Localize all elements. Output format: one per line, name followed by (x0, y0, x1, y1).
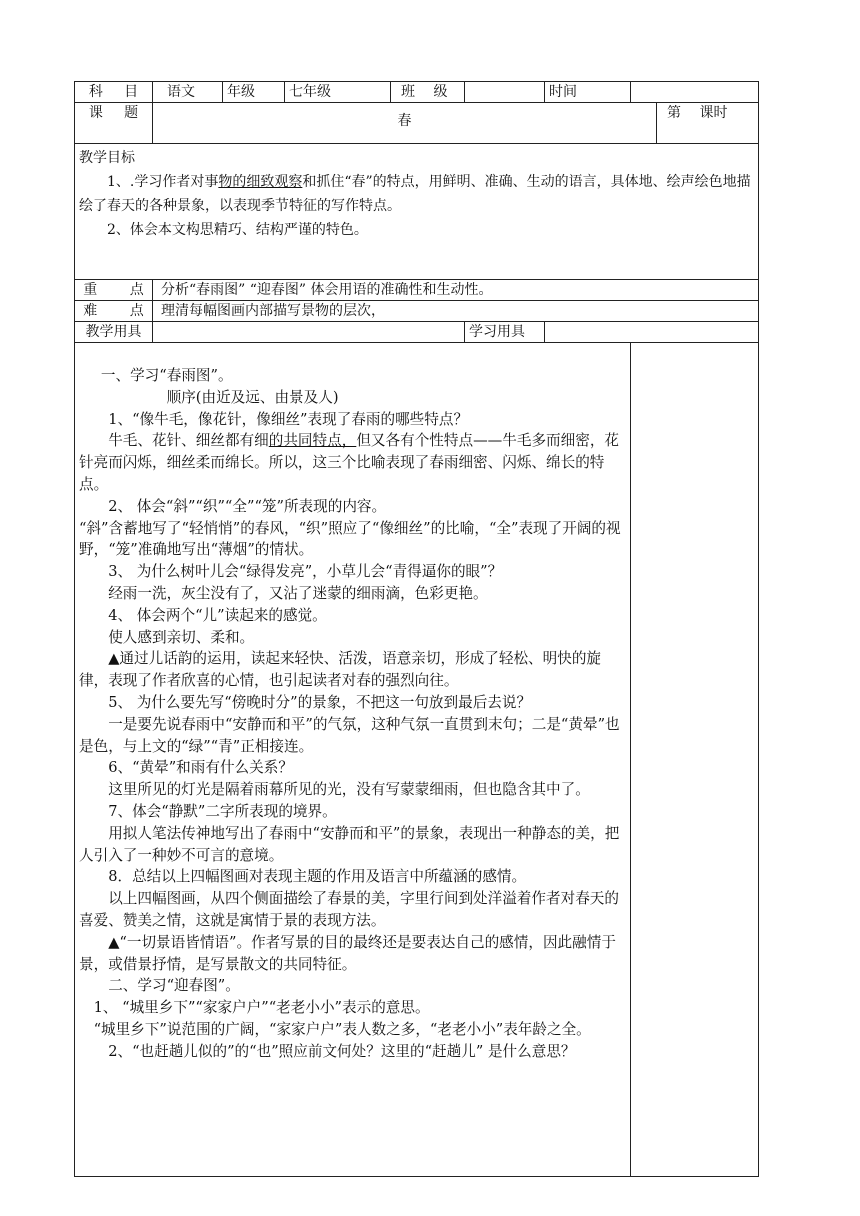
answer-1-underlined: 的共同特点， (268, 432, 357, 450)
question-2-1: 1、 “城里乡下”“家家户户”“老老小小”表示的意思。 (93, 999, 430, 1017)
order-note: 顺序(由近及远、由景及人) (166, 388, 339, 406)
goals-cell (75, 144, 759, 280)
lesson-plan-table (74, 81, 759, 1177)
learning-tools-label: 学习用具 (465, 322, 545, 343)
subject-value: 语文 (153, 82, 223, 103)
learning-tools-value (545, 322, 759, 343)
goal-1-part-a: 1、.学习作者对事 (107, 174, 219, 190)
section-2-heading: 二、学习“迎春图”。 (108, 977, 240, 995)
topic-row (75, 103, 759, 144)
lesson-plan-sheet (74, 81, 758, 1177)
goal-1-part-c: 和抓住“春”的特点，用鲜明、准确、生动的语言，具体地、绘声绘色地描绘了春天的各种景象，以表现季节特征的写作特点。 (79, 174, 751, 214)
difficulty-label: 难 点 (75, 301, 153, 322)
key-points-label: 重 点 (75, 280, 153, 301)
key-points-row (75, 280, 759, 301)
difficulty-row (75, 301, 759, 322)
difficulty-value: 理清每幅图画内部描写景物的层次， (153, 301, 759, 322)
content-row (75, 343, 759, 1177)
period-label: 第 课时 (657, 103, 759, 144)
question-2-2: 2、“也赶趟儿似的”的“也”照应前文何处？这里的“赶趟儿” 是什么意思？ (108, 1042, 576, 1060)
teaching-tools-value (153, 322, 465, 343)
note-4: ▲通过儿话韵的运用，读起来轻快、活泼，语意亲切，形成了轻松、明快的旋律，表现了作者欣喜的心情，也引起读者对春的强烈向往。 (79, 650, 602, 690)
note-8: ▲“一切景语皆情语”。作者写景的目的最终还是要表达自己的感情，因此融情于景，或借景抒情，是写景散文的共同特征。 (79, 933, 616, 973)
answer-6: 这里所见的灯光是隔着雨幕所见的光，没有写蒙蒙细雨，但也隐含其中了。 (108, 781, 590, 799)
question-6: 6、“黄晕”和雨有什么关系？ (108, 759, 293, 777)
time-label: 时间 (545, 82, 631, 103)
goal-1 (79, 170, 754, 218)
topic-label: 课 题 (75, 103, 153, 144)
answer-3: 经雨一洗，灰尘没有了，又沾了迷蒙的细雨滴，色彩更艳。 (108, 584, 488, 602)
question-3: 3、 为什么树叶儿会“绿得发亮”，小草儿会“青得逼你的眼”？ (108, 563, 503, 581)
answer-7: 用拟人笔法传神地写出了春雨中“安静而和平”的景象，表现出一种静态的美，把人引入了一种妙不可言的意境。 (79, 824, 620, 864)
topic-value: 春 (153, 103, 657, 144)
answer-8: 以上四幅图画，从四个侧面描绘了春景的美，字里行间到处洋溢着作者对春天的喜爱、赞美之情，这就是寓情于景的表现方法。 (79, 890, 619, 929)
header-row (75, 82, 759, 103)
class-label: 班 级 (391, 82, 465, 103)
question-7: 7、体会“静默”二字所表现的境界。 (108, 802, 337, 820)
grade-label: 年级 (223, 82, 285, 103)
question-8: 8．总结以上四幅图画对表现主题的作用及语言中所蕴涵的感情。 (108, 868, 527, 886)
grade-value: 七年级 (285, 82, 391, 103)
answer-1-part-c: 但又各有个性特点——牛毛多而细密，花针亮而闪烁，细丝柔而绵长。所以，这三个比喻表现了春雨细密、闪烁、绵长的特点。 (79, 432, 620, 493)
question-5: 5、 为什么要先写“傍晚时分”的景象，不把这一句放到最后去说？ (108, 693, 532, 711)
class-value (465, 82, 545, 103)
subject-label: 科 目 (75, 82, 153, 103)
tools-row (75, 322, 759, 343)
section-1-heading: 一、学习“春雨图”。 (100, 367, 233, 384)
answer-2-1: “城里乡下”说范围的广阔，“家家户户”表人数之多，“老老小小”表年龄之全。 (93, 1020, 591, 1038)
goal-2: 2、体会本文构思精巧、结构严谨的特色。 (107, 222, 368, 238)
question-2: 2、 体会“斜”“织”“全”“笼”所表现的内容。 (108, 497, 387, 515)
teaching-tools-label: 教学用具 (75, 322, 153, 343)
notes-column (631, 343, 759, 1177)
answer-5: 一是要先说春雨中“安静而和平”的气氛，这种气氛一直贯到末句；二是“黄晕”也是色，与上文的“绿”“青”正相接连。 (79, 715, 620, 755)
goals-label: 教学目标 (79, 150, 135, 166)
key-points-value: 分析“春雨图” “迎春图” 体会用语的准确性和生动性。 (153, 280, 759, 301)
answer-4: 使人感到亲切、柔和。 (108, 628, 255, 646)
goals-row (75, 144, 759, 280)
answer-2: “斜”含蓄地写了“轻悄悄”的春风，“织”照应了“像细丝”的比喻，“全”表现了开阔的视野，“笼”准确地写出“薄烟”的情状。 (79, 519, 621, 559)
question-1: 1、“像牛毛，像花针，像细丝”表现了春雨的哪些特点？ (108, 410, 469, 428)
goal-1-underlined: 物的细致观察 (218, 174, 303, 190)
lesson-content (75, 343, 631, 1177)
time-value (631, 82, 759, 103)
answer-1-part-a: 牛毛、花针、细丝都有细 (108, 432, 269, 450)
question-4: 4、 体会两个“儿”读起来的感觉。 (108, 606, 327, 624)
answer-1 (79, 430, 626, 495)
